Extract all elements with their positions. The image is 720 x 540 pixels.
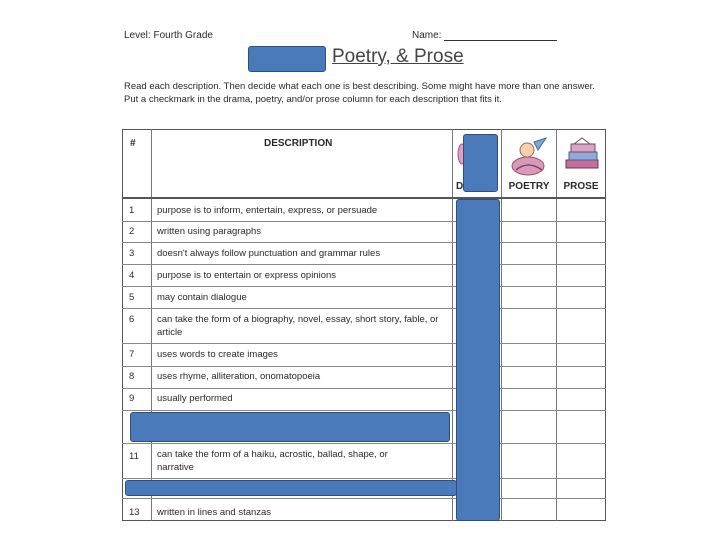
column-header-number: # [130, 138, 136, 149]
row-divider [122, 498, 606, 499]
row-divider [122, 242, 606, 243]
drama-header-cover-box [463, 134, 498, 192]
col-divider [501, 129, 502, 521]
row-number: 1 [129, 205, 135, 216]
row-10-cover-box [130, 412, 450, 442]
row-number: 2 [129, 226, 135, 237]
row-divider [122, 286, 606, 287]
name-label: Name: [412, 30, 442, 41]
row-number: 5 [129, 292, 135, 303]
row-divider [122, 221, 606, 222]
row-description: uses words to create images [157, 349, 278, 360]
row-number: 8 [129, 371, 135, 382]
poetry-quill-icon [508, 136, 550, 178]
row-divider [122, 410, 606, 411]
row-description: written using paragraphs [157, 226, 262, 237]
row-divider [122, 308, 606, 309]
row-divider [122, 264, 606, 265]
row-12-cover-box [125, 480, 457, 496]
row-description: purpose is to inform, entertain, express, or persuade [157, 205, 378, 216]
column-header-poetry: POETRY [508, 181, 550, 192]
drama-column-cover-box [456, 199, 500, 521]
row-number: 6 [129, 314, 135, 325]
col-divider [452, 129, 453, 521]
row-divider [122, 443, 606, 444]
worksheet-title: Poetry, & Prose [332, 46, 464, 67]
row-divider [122, 343, 606, 344]
row-description: can take the form of a biography, novel, essay, short story, fable, or article [157, 314, 439, 338]
row-divider [122, 366, 606, 367]
col-divider [151, 129, 152, 521]
grade-level: Level: Fourth Grade [124, 30, 213, 41]
row-number: 9 [129, 393, 135, 404]
row-description: usually performed [157, 393, 233, 404]
row-divider [122, 478, 606, 479]
row-number: 4 [129, 270, 135, 281]
row-description: written in lines and stanzas [157, 507, 272, 518]
column-header-prose: PROSE [563, 181, 599, 192]
row-number: 11 [129, 451, 139, 462]
instructions: Read each description. Then decide what each one is best describing. Some might have more than one answer. Put a checkmark in the drama, poetry, and/or prose column for each description that fits it. [124, 81, 595, 105]
title-cover-box [248, 46, 326, 72]
column-header-drama: D [456, 181, 464, 192]
row-description: uses rhyme, alliteration, onomatopoeia [157, 371, 321, 382]
row-number: 7 [129, 349, 135, 360]
row-number: 13 [129, 507, 140, 518]
row-description: can take the form of a haiku, acrostic, ballad, shape, or narrative [157, 449, 388, 473]
prose-books-icon [562, 136, 602, 178]
name-blank-line[interactable] [444, 40, 557, 41]
column-header-description: DESCRIPTION [264, 138, 333, 149]
row-number: 3 [129, 248, 135, 259]
col-divider [556, 129, 557, 521]
header-divider [122, 197, 606, 199]
row-description: purpose is to entertain or express opinions [157, 270, 337, 281]
row-description: doesn't always follow punctuation and grammar rules [157, 248, 381, 259]
row-description: may contain dialogue [157, 292, 247, 303]
row-divider [122, 388, 606, 389]
